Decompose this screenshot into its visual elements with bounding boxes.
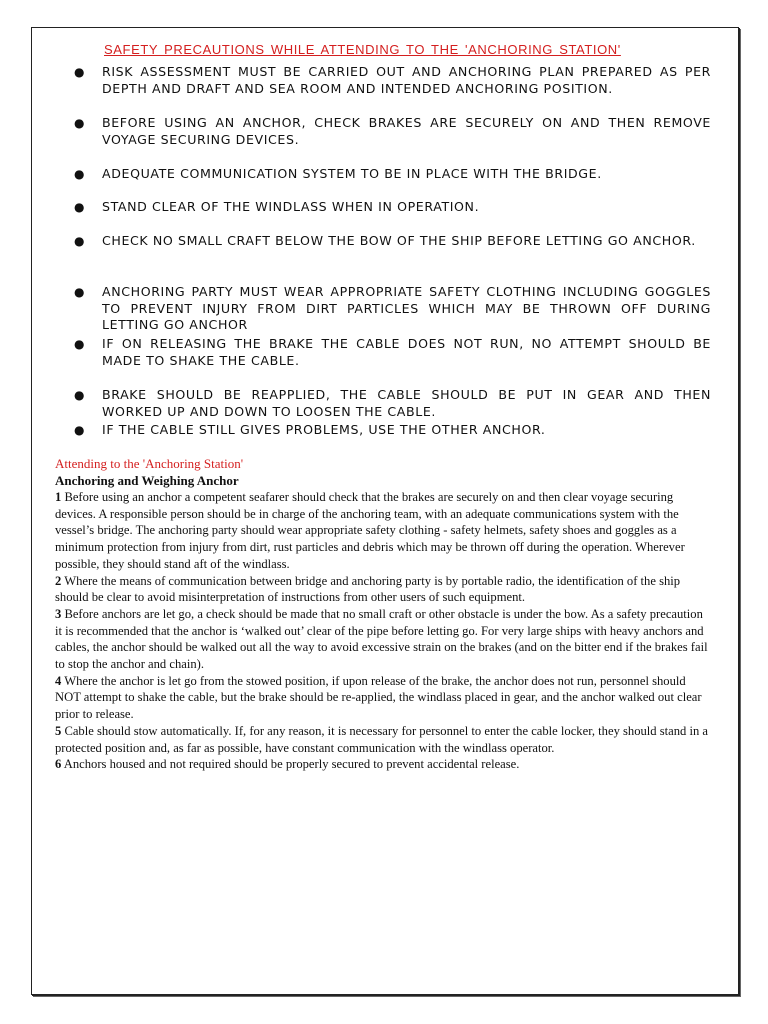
bullet-item: ● RISK ASSESSMENT MUST BE CARRIED OUT AND ANCHORING PLAN PREPARED AS PER DEPTH AND DRAFT AND SEA ROOM AND INTENDED ANCHORING POSITION. (74, 64, 711, 96)
paragraph-number: 1 (55, 490, 62, 504)
bullet-icon: ● (74, 285, 86, 299)
bullet-icon: ● (74, 200, 86, 214)
section-heading: Attending to the 'Anchoring Station' (55, 456, 244, 471)
bullet-icon: ● (74, 234, 86, 248)
paragraph-text: Before anchors are let go, a check should be made that no small craft or other obstacle is under the bow. As a safety precaution it is recommended that the anchor is ‘walked out’ clear of the pipe before letting go. For very large ships with heavy anchors and cables, the anchor should be walked out all the way to avoid excessive strain on the brakes (and on the bitter end if the brakes fail to stop the anchor and chain). (55, 606, 708, 672)
paragraph-number: 4 (55, 673, 62, 688)
bullet-item: ● ADEQUATE COMMUNICATION SYSTEM TO BE IN PLACE WITH THE BRIDGE. (74, 166, 602, 181)
numbered-paragraph (55, 573, 711, 606)
numbered-paragraph (55, 723, 711, 756)
anchoring-station-section (55, 455, 711, 773)
numbered-paragraph (55, 606, 711, 673)
bullet-icon: ● (74, 337, 86, 351)
numbered-paragraph (55, 489, 711, 573)
paragraph-number: 2 (55, 573, 62, 588)
paragraph-text: Before using an anchor a competent seafarer should check that the brakes are securely on and then clear voyage securing devices. A responsible person should be in charge of the anchoring team, with an adequate communications system with the vessel’s bridge. The anchoring party should wear appropriate safety clothing - safety helmets, safety shoes and goggles as a minimum protection from injury from dirt, rust particles and debris which may be thrown off during the operation. Wherever possible, they should stand aft of the windlass. (55, 490, 685, 571)
bullet-icon: ● (74, 65, 86, 79)
bullet-icon: ● (74, 388, 86, 402)
paragraph-number: 5 (55, 723, 62, 738)
numbered-paragraph (55, 756, 711, 773)
numbered-paragraph (55, 673, 711, 723)
bullet-item: ● IF ON RELEASING THE BRAKE THE CABLE DOES NOT RUN, NO ATTEMPT SHOULD BE MADE TO SHAKE THE CABLE. (74, 336, 711, 368)
paragraph-text: Cable should stow automatically. If, for any reason, it is necessary for personnel to enter the cable locker, they should stand in a protected position and, as far as possible, have constant communication with the windlass operator. (55, 723, 709, 755)
bullet-icon: ● (74, 423, 86, 437)
bullet-item: ● ANCHORING PARTY MUST WEAR APPROPRIATE SAFETY CLOTHING INCLUDING GOGGLES TO PREVENT INJURY FROM DIRT PARTICLES WHICH MAY BE THROWN OFF DURING LETTING GO ANCHOR (74, 284, 711, 332)
bullet-item: ● BEFORE USING AN ANCHOR, CHECK BRAKES ARE SECURELY ON AND THEN REMOVE VOYAGE SECURING DEVICES. (74, 115, 711, 147)
bullet-item: ● STAND CLEAR OF THE WINDLASS WHEN IN OPERATION. (74, 199, 480, 214)
bullet-icon: ● (74, 116, 86, 130)
subheading: Anchoring and Weighing Anchor (55, 473, 239, 488)
paragraph-number: 3 (55, 606, 62, 621)
bullet-item: ● BRAKE SHOULD BE REAPPLIED, THE CABLE SHOULD BE PUT IN GEAR AND THEN WORKED UP AND DOWN TO LOOSEN THE CABLE. (74, 387, 711, 419)
paragraph-text: Anchors housed and not required should be properly secured to prevent accidental release. (61, 757, 520, 772)
paragraph-text: Where the means of communication between bridge and anchoring party is by portable radio, the identification of the ship should be clear to avoid misinterpretation of instructions from other users of such equipment. (55, 573, 681, 605)
document-title: SAFETY PRECAUTIONS WHILE ATTENDING TO THE 'ANCHORING STATION' (104, 42, 621, 57)
paragraph-number: 6 (55, 757, 62, 772)
paragraph-text: Where the anchor is let go from the stowed position, if upon release of the brake, the anchor does not run, personnel should NOT attempt to shake the cable, but the brake should be re-applied, the windlass placed in gear, and the anchor walked out clear prior to release. (55, 673, 702, 722)
bullet-item: ● IF THE CABLE STILL GIVES PROBLEMS, USE THE OTHER ANCHOR. (74, 422, 546, 437)
bullet-item: ● CHECK NO SMALL CRAFT BELOW THE BOW OF THE SHIP BEFORE LETTING GO ANCHOR. (74, 233, 696, 248)
bullet-icon: ● (74, 167, 86, 181)
